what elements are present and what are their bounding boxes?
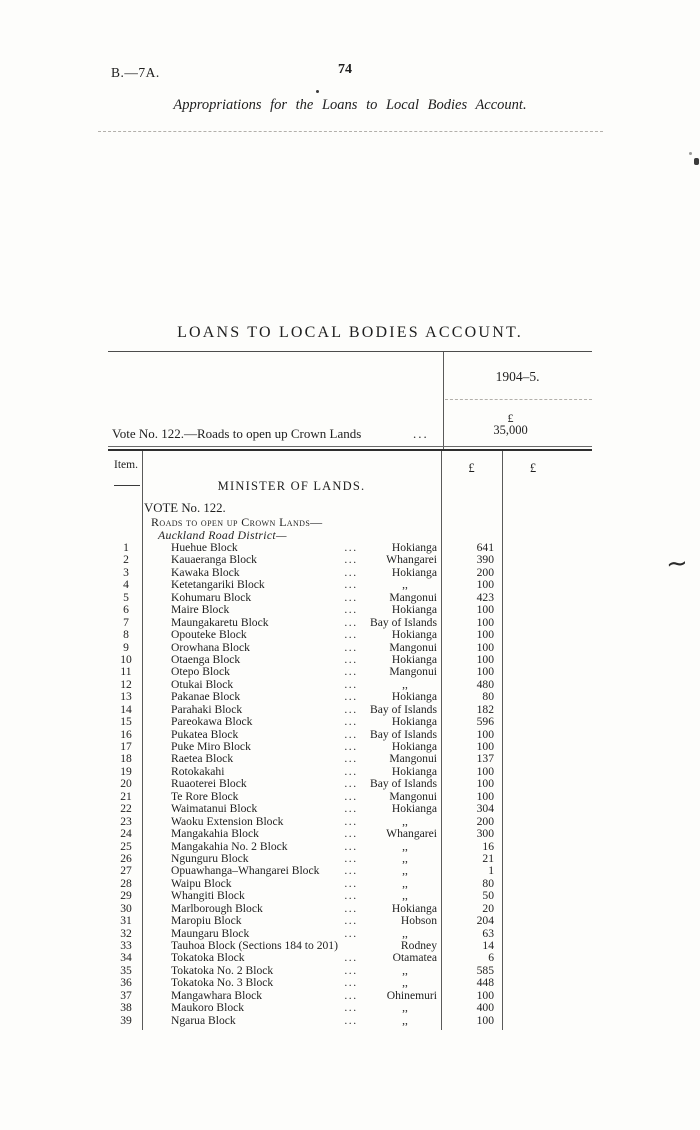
leader-dots: ...	[344, 963, 358, 977]
leader-dots: ...	[344, 652, 358, 666]
county-name: ,,	[402, 976, 408, 990]
block-name: Waoku Extension Block	[171, 814, 284, 828]
county-name: Mangonui	[389, 640, 437, 654]
item-number: 38	[120, 1001, 132, 1015]
leader-dots: ...	[344, 764, 358, 778]
amount-value: 390	[476, 553, 494, 567]
amount-value: 137	[476, 752, 494, 766]
item-number: 11	[120, 665, 132, 679]
item-number: 31	[120, 914, 132, 928]
county-name: Mangonui	[389, 590, 437, 604]
item-number: 18	[120, 752, 132, 766]
item-number: 12	[120, 677, 132, 691]
item-number: 4	[123, 578, 129, 592]
block-name: Parahaki Block	[171, 702, 243, 716]
amount-value: 100	[476, 764, 494, 778]
block-name: Tokatoka No. 2 Block	[171, 963, 274, 977]
county-name: Hokianga	[391, 565, 437, 579]
block-name: Tokatoka No. 3 Block	[171, 976, 274, 990]
block-name: Maropiu Block	[171, 914, 242, 928]
county-name: Hokianga	[391, 603, 437, 617]
amount-value: 100	[476, 727, 494, 741]
item-number: 32	[120, 926, 132, 940]
block-name: Kauaeranga Block	[171, 553, 257, 567]
county-name: ,,	[402, 851, 408, 865]
leader-dots: ...	[344, 988, 358, 1002]
item-number: 7	[123, 615, 129, 629]
amount-value: 423	[476, 590, 494, 604]
block-name: Otepo Block	[171, 665, 230, 679]
table-row	[108, 604, 500, 616]
block-name: Ketetangariki Block	[171, 578, 265, 592]
block-name: Opuawhanga–Whangarei Block	[171, 864, 320, 878]
table-row	[108, 890, 500, 902]
item-number: 1	[123, 541, 129, 554]
item-number: 17	[120, 740, 132, 753]
county-name: Mangonui	[389, 789, 437, 803]
county-name: Hokianga	[391, 715, 437, 729]
leader-dots: ...	[344, 839, 358, 853]
block-name: Waipu Block	[171, 876, 232, 890]
county-name: Hokianga	[391, 802, 437, 816]
county-name: Otamatea	[392, 951, 437, 965]
leader-dots: ...	[344, 665, 358, 679]
leader-dots: ...	[344, 814, 358, 828]
road-district-heading: Auckland Road District—	[158, 528, 287, 542]
handwritten-squiggle-mark: ∼	[664, 548, 689, 580]
amount1-currency-header: £	[468, 461, 475, 475]
block-name: Rotokakahi	[171, 764, 225, 778]
amount-value: 204	[476, 914, 494, 928]
leader-dots: ...	[344, 615, 358, 629]
county-name: Hokianga	[391, 690, 437, 704]
amount-value: 50	[482, 889, 494, 903]
table-row	[108, 878, 500, 890]
amount-value: 100	[476, 740, 494, 753]
table-row	[108, 903, 500, 915]
county-name: Bay of Islands	[370, 727, 437, 741]
county-name: Mangonui	[389, 752, 437, 766]
leader-dots: ...	[344, 752, 358, 766]
county-name: ,,	[402, 963, 408, 977]
leader-dots: ...	[344, 1001, 358, 1015]
table-row	[108, 803, 500, 815]
leader-dots: ...	[344, 553, 358, 567]
item-number: 9	[123, 640, 129, 654]
leader-dots: ...	[344, 777, 358, 791]
county-name: Whangarei	[386, 553, 437, 567]
amount-value: 80	[482, 876, 494, 890]
block-name: Opouteke Block	[171, 628, 247, 642]
amount2-currency-header: £	[529, 461, 537, 475]
table-row	[108, 654, 500, 666]
block-name: Tauhoa Block (Sections 184 to 201)	[171, 939, 338, 952]
amount-value: 6	[488, 951, 494, 965]
amount-value: 100	[476, 777, 494, 791]
amount-value: 100	[476, 578, 494, 592]
amount-value: 585	[476, 963, 494, 977]
leader-dots: ...	[344, 628, 358, 642]
block-name: Pareokawa Block	[171, 715, 253, 729]
county-name: Bay of Islands	[370, 702, 437, 716]
vote-heading: VOTE No. 122.	[144, 501, 226, 515]
county-name: Rodney	[400, 939, 437, 952]
leader-dots: ...	[344, 876, 358, 890]
item-number: 29	[120, 889, 132, 903]
item-number: 36	[120, 976, 132, 990]
summary-vote-label: Vote No. 122.—Roads to open up Crown Lands	[112, 426, 362, 441]
item-number: 15	[120, 715, 132, 729]
block-name: Mangawhara Block	[171, 988, 263, 1002]
header-divider-rule	[98, 131, 603, 132]
leader-dots: ...	[344, 702, 358, 716]
leader-dots: ...	[344, 914, 358, 928]
amount-value: 100	[476, 652, 494, 666]
item-number: 2	[123, 553, 129, 567]
item-number: 26	[120, 851, 132, 865]
running-title: Appropriations for the Loans to Local Bodies Account.	[173, 97, 527, 113]
leader-dots: ...	[344, 864, 358, 878]
summary-currency-symbol: £	[507, 411, 514, 425]
county-name: Whangarei	[386, 827, 437, 841]
block-name: Te Rore Block	[171, 789, 239, 803]
item-number: 37	[120, 988, 132, 1002]
leader-dots: ...	[344, 976, 358, 990]
amount-value: 182	[476, 702, 494, 716]
item-number: 20	[120, 777, 132, 791]
county-name: Hobson	[400, 914, 437, 928]
table-row	[108, 592, 500, 604]
amount-value: 100	[476, 615, 494, 629]
block-name: Raetea Block	[171, 752, 234, 766]
table-row	[108, 1002, 500, 1014]
amount-value: 100	[476, 789, 494, 803]
county-name: Hokianga	[391, 901, 437, 915]
amount-value: 14	[482, 939, 494, 952]
block-name: Puke Miro Block	[171, 740, 251, 753]
summary-dashed-rule	[445, 399, 592, 400]
block-name: Waimatanui Block	[171, 802, 258, 816]
county-name: Ohinemuri	[386, 988, 437, 1002]
amount-value: 480	[476, 677, 494, 691]
item-number: 24	[120, 827, 132, 841]
table-rows	[108, 542, 500, 1027]
item-number: 30	[120, 901, 132, 915]
leader-dots: ...	[344, 740, 358, 753]
county-name: Bay of Islands	[370, 615, 437, 629]
amount2-column-divider	[502, 451, 503, 1030]
table-row	[108, 865, 500, 877]
table-row	[108, 816, 500, 828]
table-row	[108, 716, 500, 728]
county-name: ,,	[402, 926, 408, 940]
item-number: 21	[120, 789, 132, 803]
block-name: Maukoro Block	[171, 1001, 245, 1015]
table-row	[108, 691, 500, 703]
amount-value: 63	[482, 926, 494, 940]
table-row	[108, 841, 500, 853]
amount-value: 20	[482, 901, 494, 915]
amount-value: 448	[476, 976, 494, 990]
amount-value: 1	[488, 864, 494, 878]
leader-dots: ...	[344, 727, 358, 741]
item-number: 34	[120, 951, 132, 965]
table-top-rule-thin	[108, 446, 592, 447]
block-name: Kohumaru Block	[171, 590, 252, 604]
county-name: ,,	[402, 864, 408, 878]
item-number: 33	[120, 939, 132, 952]
table-row	[108, 915, 500, 927]
block-name: Marlborough Block	[171, 901, 263, 915]
item-number: 39	[120, 1013, 132, 1027]
item-number: 13	[120, 690, 132, 704]
block-name: Tokatoka Block	[171, 951, 245, 965]
amount-value: 200	[476, 814, 494, 828]
leader-dots: ...	[344, 802, 358, 816]
amount-value: 100	[476, 1013, 494, 1027]
item-number: 23	[120, 814, 132, 828]
amount-value: 100	[476, 988, 494, 1002]
table-row	[108, 965, 500, 977]
county-name: ,,	[402, 839, 408, 853]
section-top-rule	[108, 351, 592, 352]
block-name: Ngunguru Block	[171, 851, 249, 865]
county-name: ,,	[402, 876, 408, 890]
block-name: Orowhana Block	[171, 640, 250, 654]
leader-dots: ...	[344, 889, 358, 903]
table-row	[108, 741, 500, 753]
leader-dots: ...	[344, 578, 358, 592]
table-row	[108, 729, 500, 741]
table-row	[108, 579, 500, 591]
block-name: Otaenga Block	[171, 652, 241, 666]
section-title: LOANS TO LOCAL BODIES ACCOUNT.	[177, 324, 523, 341]
county-name: Hokianga	[391, 652, 437, 666]
county-name: ,,	[402, 814, 408, 828]
leader-dots: ...	[344, 565, 358, 579]
county-name: ,,	[402, 1013, 408, 1027]
amount-value: 100	[476, 628, 494, 642]
table-row	[108, 629, 500, 641]
table-row	[108, 542, 500, 554]
amount-value: 596	[476, 715, 494, 729]
leader-dots: ...	[344, 590, 358, 604]
amount-value: 80	[482, 690, 494, 704]
amount-value: 304	[476, 802, 494, 816]
block-name: Ngarua Block	[171, 1013, 236, 1027]
leader-dots: ...	[344, 789, 358, 803]
item-number: 6	[123, 603, 129, 617]
summary-vote-amount: 35,000	[493, 423, 528, 437]
roads-subheading: Roads to open up Crown Lands—	[151, 515, 323, 529]
summary-leader-dots: ...	[413, 426, 429, 441]
county-name: Hokianga	[391, 628, 437, 642]
amount-value: 300	[476, 827, 494, 841]
table-row	[108, 828, 500, 840]
page-number: 74	[338, 62, 352, 77]
block-name: Otukai Block	[171, 677, 234, 691]
amount-value: 100	[476, 665, 494, 679]
leader-dots: ...	[344, 827, 358, 841]
block-name: Ruaoterei Block	[171, 777, 247, 791]
item-number: 22	[120, 802, 132, 816]
county-name: Hokianga	[391, 541, 437, 554]
leader-dots: ...	[344, 851, 358, 865]
table-row	[108, 642, 500, 654]
amount-value: 21	[482, 851, 494, 865]
block-name: Whangiti Block	[171, 889, 245, 903]
block-name: Pukatea Block	[171, 727, 239, 741]
table-row	[108, 753, 500, 765]
leader-dots: ...	[344, 640, 358, 654]
item-number: 8	[123, 628, 129, 642]
block-name: Huehue Block	[171, 541, 238, 554]
item-number: 16	[120, 727, 132, 741]
table-row	[108, 977, 500, 989]
document-reference: B.—7A.	[111, 65, 160, 80]
county-name: Mangonui	[389, 665, 437, 679]
ink-dot-artifact	[316, 90, 319, 93]
leader-dots: ...	[344, 715, 358, 729]
county-name: ,,	[402, 1001, 408, 1015]
table-row	[108, 617, 500, 629]
item-number: 14	[120, 702, 132, 716]
block-name: Maungakaretu Block	[171, 615, 269, 629]
leader-dots: ...	[344, 603, 358, 617]
item-column-header: Item.	[114, 459, 138, 471]
minister-heading: MINISTER OF LANDS.	[217, 479, 366, 493]
block-name: Kawaka Block	[171, 565, 240, 579]
block-name: Maungaru Block	[171, 926, 250, 940]
leader-dots: ...	[344, 690, 358, 704]
county-name: Hokianga	[391, 764, 437, 778]
item-number: 5	[123, 590, 129, 604]
amount-value: 400	[476, 1001, 494, 1015]
item-header-underline	[114, 485, 140, 486]
amount-value: 100	[476, 603, 494, 617]
county-name: Hokianga	[391, 740, 437, 753]
ink-speck-artifact	[694, 158, 699, 165]
table-row	[108, 567, 500, 579]
table-row	[108, 952, 500, 964]
amount-value: 100	[476, 640, 494, 654]
leader-dots: ...	[344, 541, 358, 554]
leader-dots: ...	[344, 1013, 358, 1027]
item-number: 25	[120, 839, 132, 853]
county-name: ,,	[402, 677, 408, 691]
block-name: Pakanae Block	[171, 690, 241, 704]
leader-dots: ...	[344, 677, 358, 691]
ink-speck-artifact	[689, 152, 692, 155]
table-row	[108, 778, 500, 790]
table-row	[108, 666, 500, 678]
table-row	[108, 940, 500, 952]
table-row	[108, 554, 500, 566]
table-row	[108, 791, 500, 803]
table-row	[108, 990, 500, 1002]
county-name: Bay of Islands	[370, 777, 437, 791]
item-number: 35	[120, 963, 132, 977]
amount-value: 200	[476, 565, 494, 579]
amount-value: 641	[476, 541, 494, 554]
item-number: 28	[120, 876, 132, 890]
item-number: 19	[120, 764, 132, 778]
leader-dots: ...	[344, 926, 358, 940]
county-name: ,,	[402, 889, 408, 903]
table-row	[108, 704, 500, 716]
block-name: Mangakahia Block	[171, 827, 259, 841]
county-name: ,,	[402, 578, 408, 592]
item-number: 10	[120, 652, 132, 666]
table-row	[108, 766, 500, 778]
leader-dots: ...	[344, 951, 358, 965]
year-column-header: 1904–5.	[495, 369, 540, 384]
leader-dots: ...	[344, 901, 358, 915]
amount-value: 16	[482, 839, 494, 853]
item-number: 3	[123, 565, 129, 579]
table-row	[108, 1015, 500, 1027]
table-top-rule-thick	[108, 449, 592, 451]
block-name: Mangakahia No. 2 Block	[171, 839, 288, 853]
item-number: 27	[120, 864, 132, 878]
block-name: Maire Block	[171, 603, 230, 617]
table-row	[108, 679, 500, 691]
